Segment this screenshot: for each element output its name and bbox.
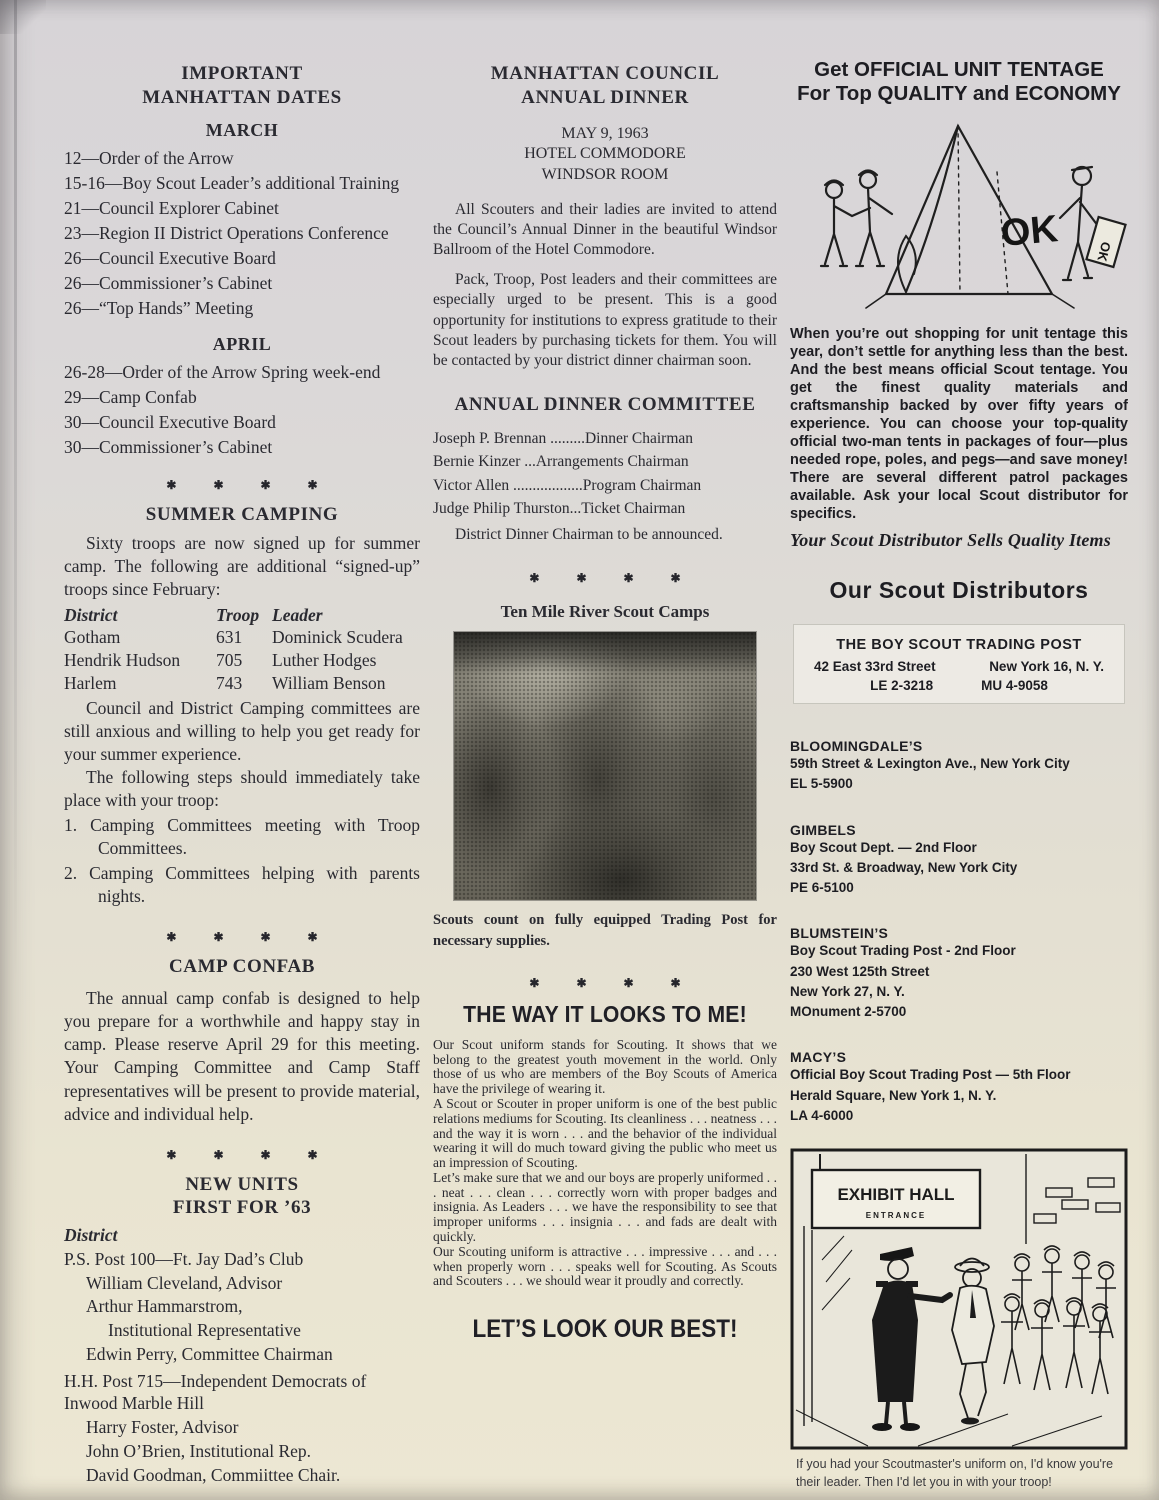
package-ok-label: OK xyxy=(1094,240,1114,264)
committee-announce: District Dinner Chairman to be announced. xyxy=(455,525,723,543)
new-units-heading-line2: FIRST FOR ’63 xyxy=(172,1197,312,1219)
way-it-looks-body xyxy=(433,1038,777,1289)
way-paragraph: Let’s make sure that we and our boys are properly uniformed . . . neat . . . clean . . . correctly worn with proper badges and insignia. As Leaders . . . we have the responsibility to see that improper uniforms . . . insignia . . . and fads are dealt with quickly. xyxy=(433,1170,777,1244)
date-item: 30—Council Executive Board xyxy=(64,412,276,433)
ad-body-text: When you’re out shopping for unit tentage this year, don’t settle for anything less than the best. And the best means official Scout tentage. You get the finest quality materials and craftsmanship backed by over fifty years of experience. You can choose your top-quality official two-man tents in packages of four—plus needed rope, poles, and pegs—and save money! There are several different patrol packages available. Ask your local Scout distributor for specifics. xyxy=(790,326,1128,523)
new-unit-line: Arthur Hammarstrom, xyxy=(86,1296,243,1317)
way-paragraph: A Scout or Scouter in proper uniform is one of the best public relations mediums for Scouting. Its cleanliness . . . neatness . . . and the way it is worn . . . and the behavior of the individual wearing it will do much toward giving the public who meet us an impression of Scouting. xyxy=(433,1096,777,1170)
cell-leader: William Benson xyxy=(272,672,386,693)
store-line: 230 West 125th Street xyxy=(790,963,930,979)
camp-confab-body: The annual camp confab is designed to help you prepare for a worthwhile and happy stay in camp. Please reserve April 29 for this meeting. Your Camping Committee and Camp Staff representatives will be present to provide material, advice and individual help. xyxy=(64,988,420,1124)
store-gimbels xyxy=(790,822,1128,899)
store-name: BLOOMINGDALE’S xyxy=(790,738,923,755)
camping-steps xyxy=(64,814,420,908)
cell-troop: 705 xyxy=(216,650,243,671)
star-separator: ✱ ✱ ✱ ✱ xyxy=(529,571,681,586)
march-date-list xyxy=(64,147,420,321)
store-line: EL 5-5900 xyxy=(790,776,853,792)
store-line: MOnument 2-5700 xyxy=(790,1004,907,1020)
date-item: 29—Camp Confab xyxy=(64,387,197,408)
new-unit-line: H.H. Post 715—Independent Democrats of Inwood Marble Hill xyxy=(64,1370,367,1414)
dinner-para2: Pack, Troop, Post leaders and their committees are especially urged to be present. This is a good opportunity for institutions to express gratitude to their Scout leaders by purchasing tickets for them. You will be contacted by your district dinner chairman soon. xyxy=(433,271,777,369)
col-header-leader: Leader xyxy=(272,604,323,625)
dinner-room: WINDSOR ROOM xyxy=(541,166,669,184)
dates-title-line1: IMPORTANT xyxy=(181,63,303,84)
column-right xyxy=(790,0,1128,1491)
new-unit-line: P.S. Post 100—Ft. Jay Dad’s Club xyxy=(64,1248,304,1269)
store-line: 59th Street & Lexington Ave., New York City xyxy=(790,756,1070,772)
star-separator: ✱ ✱ ✱ ✱ xyxy=(166,477,318,492)
date-item: 23—Region II District Operations Conference xyxy=(64,222,389,243)
new-unit-line: Edwin Perry, Committee Chairman xyxy=(86,1343,333,1364)
district-label: District xyxy=(64,1225,118,1246)
ad-title-line2: For Top QUALITY and ECONOMY xyxy=(797,82,1121,106)
star-separator: ✱ ✱ ✱ ✱ xyxy=(529,976,681,991)
summer-para2: Council and District Camping committees are still anxious and willing to help you get ready for your summer experience. xyxy=(64,697,420,764)
date-item: 26—“Top Hands” Meeting xyxy=(64,298,254,319)
trading-post-box xyxy=(793,624,1125,704)
step-item: 1. Camping Committees meeting with Troop Committees. xyxy=(64,815,420,859)
cell-leader: Luther Hodges xyxy=(272,650,377,671)
col-header-district: District xyxy=(64,604,118,625)
store-line: LA 4-6000 xyxy=(790,1107,854,1123)
date-item: 26—Council Executive Board xyxy=(64,247,276,268)
date-item: 15-16—Boy Scout Leader’s additional Training xyxy=(64,172,400,193)
star-separator: ✱ ✱ ✱ ✱ xyxy=(166,930,318,945)
store-macys xyxy=(790,1049,1128,1126)
trading-post-city: New York 16, N. Y. xyxy=(989,659,1104,675)
new-units-heading-line1: NEW UNITS xyxy=(185,1173,299,1195)
date-item: 30—Commissioner’s Cabinet xyxy=(64,437,273,458)
store-line: Boy Scout Dept. — 2nd Floor xyxy=(790,839,977,855)
date-item: 26—Commissioner’s Cabinet xyxy=(64,272,273,293)
store-name: MACY’S xyxy=(790,1049,847,1066)
new-unit-line: David Goodman, Commiittee Chair. xyxy=(86,1464,341,1485)
committee-heading: ANNUAL DINNER COMMITTEE xyxy=(454,394,756,416)
tent-illustration xyxy=(790,110,1128,320)
store-line: PE 6-5100 xyxy=(790,880,854,896)
trading-post-photo xyxy=(454,632,756,900)
dinner-heading-line2: ANNUAL DINNER xyxy=(521,86,689,108)
summer-camping-heading: SUMMER CAMPING xyxy=(145,503,339,525)
trading-post-phone: MU 4-9058 xyxy=(981,678,1048,694)
cell-district: Gotham xyxy=(64,627,121,648)
entrance-sign: ENTRANCE xyxy=(865,1211,927,1221)
dates-title-line2: MANHATTAN DATES xyxy=(142,86,342,108)
trading-post-name: THE BOY SCOUT TRADING POST xyxy=(836,637,1082,654)
dinner-venue: HOTEL COMMODORE xyxy=(524,145,686,163)
distributors-heading: Our Scout Distributors xyxy=(829,577,1089,604)
march-heading: MARCH xyxy=(205,119,279,140)
date-item: 21—Council Explorer Cabinet xyxy=(64,197,279,218)
trading-post-address: 42 East 33rd Street xyxy=(814,659,936,675)
way-it-looks-heading: THE WAY IT LOOKS TO ME! xyxy=(463,1001,747,1028)
star-separator: ✱ ✱ ✱ ✱ xyxy=(166,1147,318,1162)
way-paragraph: Our Scout uniform stands for Scouting. It shows that we belong to the greatest youth movement in the world. Only those of us who are members of the Boy Scouts of America have the privilege of wearing it. xyxy=(433,1037,777,1096)
exhibit-hall-sign: EXHIBIT HALL xyxy=(837,1185,955,1205)
date-item: 26-28—Order of the Arrow Spring week-end xyxy=(64,362,381,383)
photo-caption: Scouts count on fully equipped Trading Post for necessary supplies. xyxy=(433,912,777,950)
camp-signup-table xyxy=(64,604,420,695)
summer-para3: The following steps should immediately take place with your troop: xyxy=(64,766,420,810)
trading-post-phone: LE 2-3218 xyxy=(870,678,934,694)
step-item: 2. Camping Committees helping with parents nights. xyxy=(64,863,420,907)
april-date-list xyxy=(64,361,420,459)
committee-line: Judge Philip Thurston...Ticket Chairman xyxy=(433,500,686,518)
store-line: New York 27, N. Y. xyxy=(790,983,905,999)
cartoon-caption: If you had your Scoutmaster's uniform on, I'd know you're their leader. Then I'd let you in with your troop! xyxy=(796,1457,1114,1489)
corner-fold xyxy=(0,0,46,34)
store-name: BLUMSTEIN’S xyxy=(790,925,889,942)
cell-district: Harlem xyxy=(64,672,117,693)
ad-title-line1: Get OFFICIAL UNIT TENTAGE xyxy=(814,58,1104,81)
column-middle xyxy=(433,0,777,1344)
date-item: 12—Order of the Arrow xyxy=(64,147,234,168)
committee-line: Joseph P. Brennan .........Dinner Chairman xyxy=(433,429,694,447)
store-line: 33rd St. & Broadway, New York City xyxy=(790,859,1018,875)
new-unit-line: Harry Foster, Advisor xyxy=(86,1417,239,1438)
cell-troop: 743 xyxy=(216,672,243,693)
new-unit-line: William Cleveland, Advisor xyxy=(86,1272,283,1293)
committee-line: Bernie Kinzer ...Arrangements Chairman xyxy=(433,453,689,471)
cartoon-panel xyxy=(790,1148,1128,1491)
cell-leader: Dominick Scudera xyxy=(272,627,403,648)
dinner-para1: All Scouters and their ladies are invited to attend the Council’s Annual Dinner in the beautiful Windsor Ballroom of the Hotel Commodore. xyxy=(433,200,777,259)
ad-tagline: Your Scout Distributor Sells Quality Items xyxy=(790,530,1111,551)
new-unit-line: Institutional Representative xyxy=(108,1320,301,1341)
store-name: GIMBELS xyxy=(790,821,856,838)
column-left xyxy=(64,0,420,1487)
photo-title: Ten Mile River Scout Camps xyxy=(500,602,710,622)
dinner-heading-line1: MANHATTAN COUNCIL xyxy=(490,63,720,84)
store-bloomingdales xyxy=(790,738,1128,795)
committee-line: Victor Allen ..................Program Chairman xyxy=(433,476,702,494)
lets-look-our-best: LET’S LOOK OUR BEST! xyxy=(472,1314,738,1343)
april-heading: APRIL xyxy=(212,334,272,355)
way-paragraph: Our Scouting uniform is attractive . . . impressive . . . and . . . when properly worn . . . speaks well for Scouting. As Scouts and Scouters . . . we should wear it proudly and correctly. xyxy=(433,1244,777,1289)
store-line: Official Boy Scout Trading Post — 5th Floor xyxy=(790,1067,1071,1083)
tent-ok-label: OK xyxy=(999,208,1060,256)
store-line: Boy Scout Trading Post - 2nd Floor xyxy=(790,943,1016,959)
store-blumsteins xyxy=(790,925,1128,1022)
dinner-date: MAY 9, 1963 xyxy=(561,124,649,142)
cell-troop: 631 xyxy=(216,627,243,648)
store-line: Herald Square, New York 1, N. Y. xyxy=(790,1087,997,1103)
page-crease xyxy=(14,0,17,980)
col-header-troop: Troop xyxy=(216,604,260,625)
summer-intro: Sixty troops are now signed up for summer camp. The following are additional “signed-up” troops since February: xyxy=(64,533,420,600)
new-unit-line: John O’Brien, Institutional Rep. xyxy=(86,1440,312,1461)
cell-district: Hendrik Hudson xyxy=(64,650,181,671)
camp-confab-heading: CAMP CONFAB xyxy=(168,956,316,978)
